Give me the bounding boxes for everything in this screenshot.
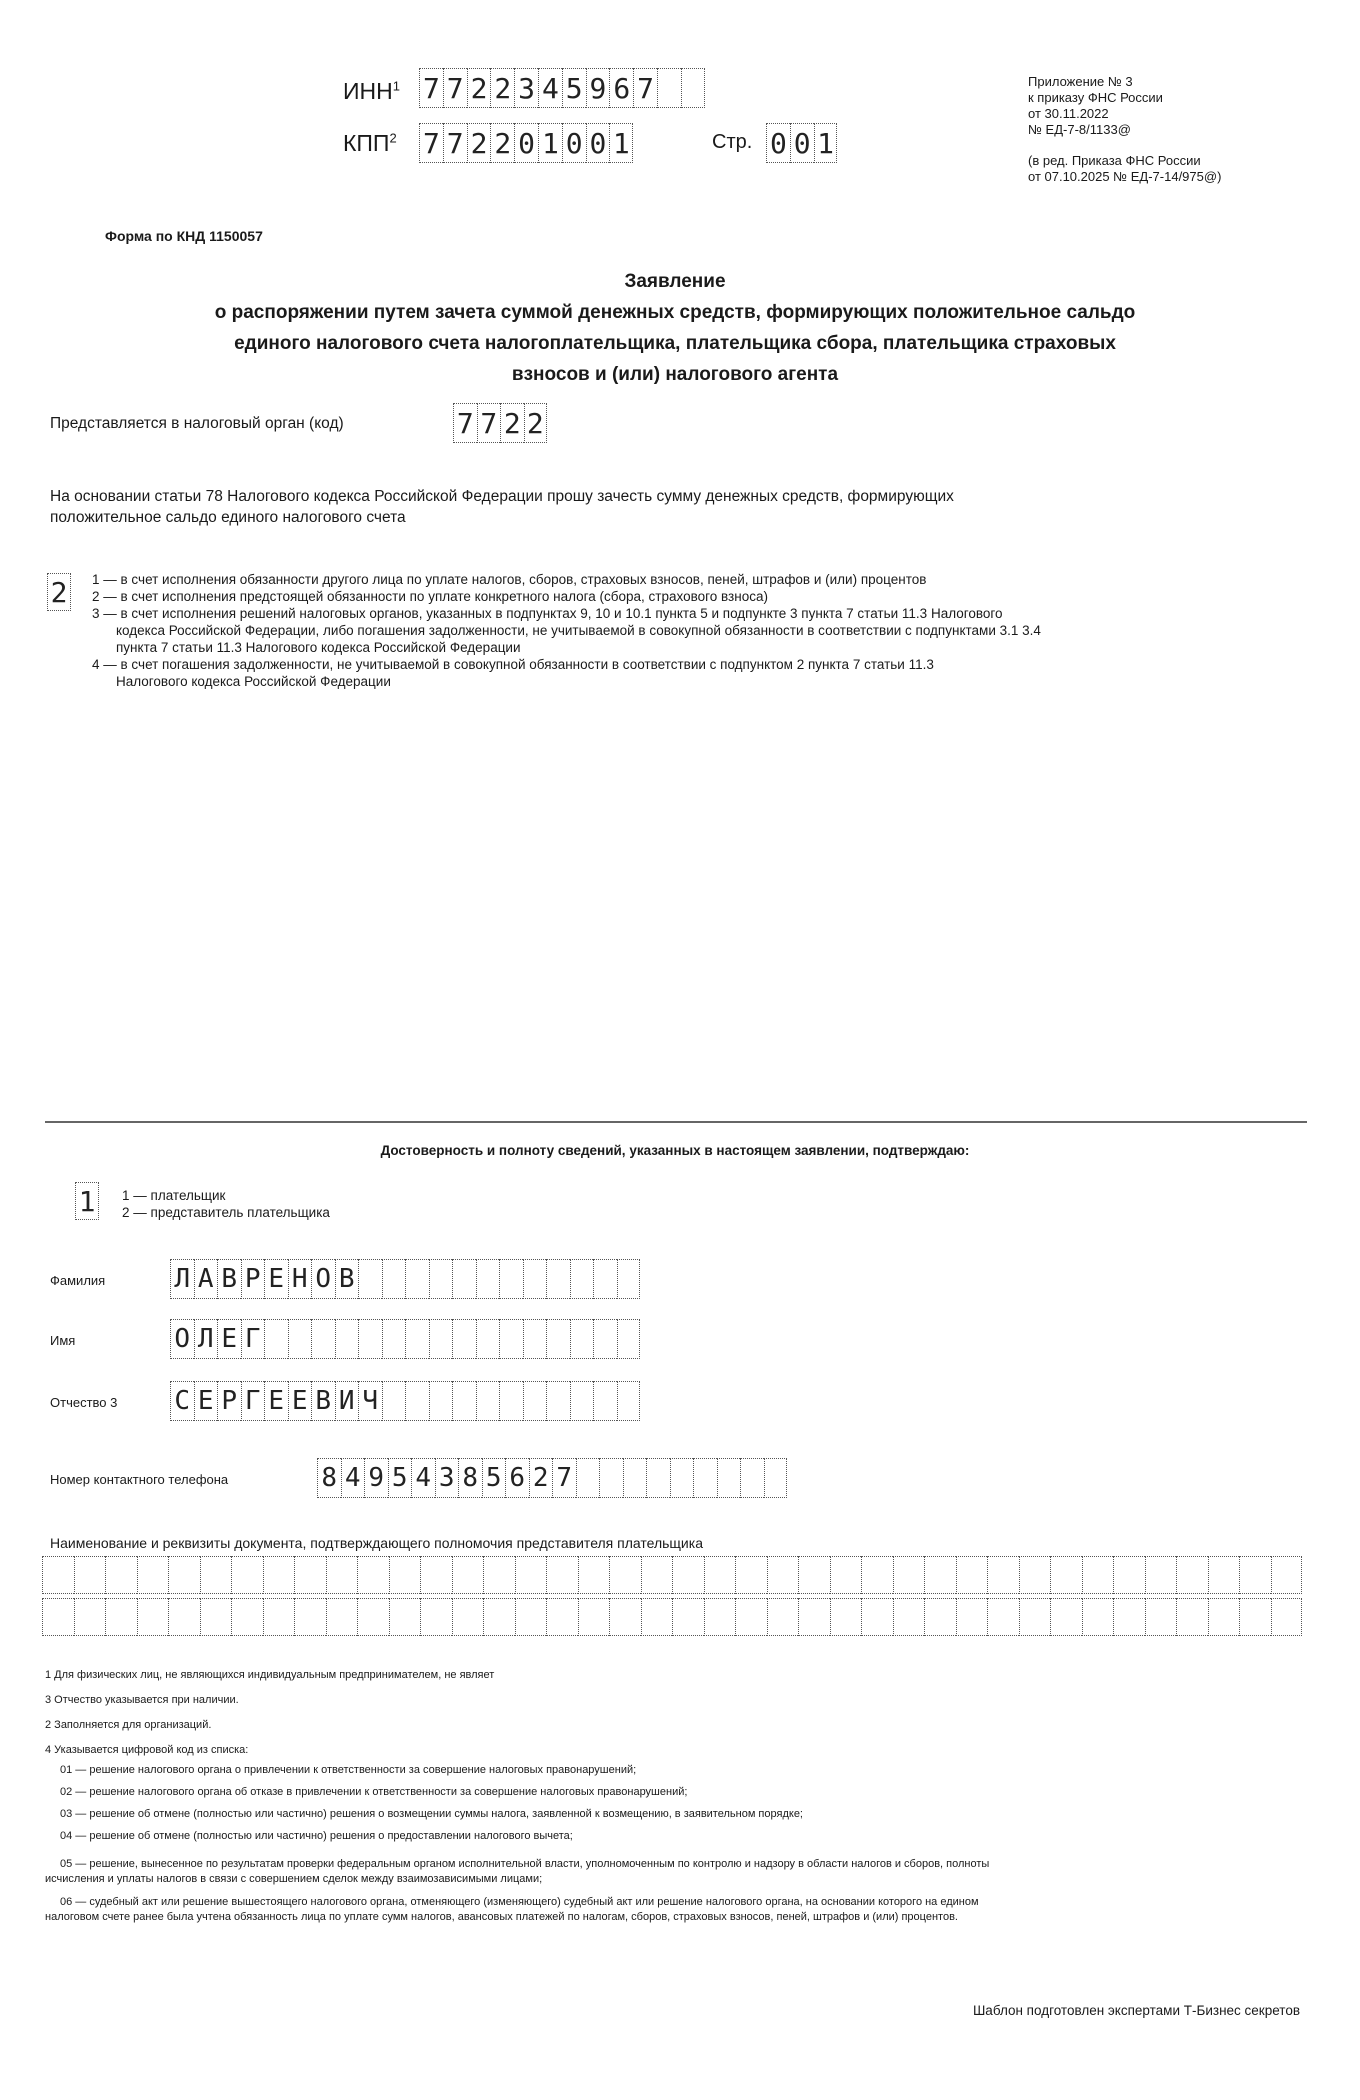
surname-field[interactable] [170,1259,640,1299]
char-cell: Г [241,1319,265,1359]
char-cell [1208,1598,1240,1636]
char-cell [681,68,705,108]
char-cell: В [335,1259,359,1299]
char-cell [693,1458,717,1498]
code-01: 01 — решение налогового органа о привлечении к ответственности за совершение налоговых правонарушений; [60,1764,637,1776]
tax-authority-label: Представляется в налоговый орган (код) [50,415,344,432]
offset-option-3: 3 — в счет исполнения решений налоговых органов, указанных в подпунктах 9, 10 и 10.1 пункта 5 и подпункте 3 пункта 7 статьи 11.3 Налогового [92,606,1003,621]
char-cell: С [170,1381,194,1421]
char-cell [105,1598,137,1636]
char-cell: О [311,1259,335,1299]
char-cell [476,1381,500,1421]
char-cell [861,1556,893,1594]
char-cell [382,1381,406,1421]
char-cell: 2 [47,573,71,611]
char-cell [1271,1598,1303,1636]
char-cell [515,1598,547,1636]
char-cell [1050,1556,1082,1594]
char-cell: В [311,1381,335,1421]
char-cell [358,1319,382,1359]
char-cell [570,1319,594,1359]
offset-type-field[interactable] [47,573,71,611]
char-cell [704,1556,736,1594]
char-cell [405,1259,429,1299]
char-cell [420,1556,452,1594]
char-cell: В [217,1259,241,1299]
char-cell [231,1598,263,1636]
section-divider [45,1121,1307,1123]
char-cell: 1 [75,1182,99,1220]
char-cell [740,1458,764,1498]
char-cell [263,1598,295,1636]
char-cell: 4 [538,68,562,108]
char-cell [646,1458,670,1498]
char-cell [1239,1556,1271,1594]
char-cell [452,1556,484,1594]
basis-text: На основании статьи 78 Налогового кодекса Российской Федерации прошу зачесть сумму денежных средств, формирующих положительное сальдо единого налогового счета [50,488,954,526]
char-cell: 7 [477,403,501,443]
char-cell: 2 [467,68,491,108]
char-cell: 8 [317,1458,341,1498]
inn-field[interactable] [419,68,705,108]
char-cell [74,1598,106,1636]
char-cell [263,1556,295,1594]
offset-option-2: 2 — в счет исполнения предстоящей обязанности по уплате конкретного налога (сбора, страхового взноса) [92,589,768,604]
char-cell [1050,1598,1082,1636]
char-cell [357,1556,389,1594]
char-cell [704,1598,736,1636]
offset-option-3-cont: кодекса Российской Федерации, либо погашения задолженности, не учитываемой в совокупной обязанности в соответствии с подпунктами 3.1 3.4 [116,623,1041,638]
representative-doc-field[interactable] [42,1556,1302,1594]
char-cell [168,1556,200,1594]
appendix-note: Приложение № 3 к приказу ФНС России от 30.11.2022 № ЕД-7-8/1133@ (в ред. Приказа ФНС России от 07.10.2025 № ЕД-7-14/975@) [1028,74,1222,184]
offset-option-3-cont: пункта 7 статьи 11.3 Налогового кодекса Российской Федерации [116,640,521,655]
code-02: 02 — решение налогового органа об отказе в привлечении к ответственности за совершение налоговых правонарушений; [60,1786,688,1798]
tax-authority-code-field[interactable] [453,403,547,443]
char-cell: 3 [435,1458,459,1498]
char-cell [476,1319,500,1359]
char-cell [623,1458,647,1498]
char-cell [578,1598,610,1636]
char-cell [1019,1598,1051,1636]
char-cell: 4 [411,1458,435,1498]
char-cell [987,1598,1019,1636]
char-cell [523,1381,547,1421]
char-cell: 2 [490,68,514,108]
code-03: 03 — решение об отмене (полностью или частично) решения о возмещении суммы налога, заявленной к возмещению, в заявительном порядке; [60,1808,803,1820]
char-cell [576,1458,600,1498]
char-cell [956,1598,988,1636]
char-cell [798,1598,830,1636]
char-cell [717,1458,741,1498]
char-cell [672,1556,704,1594]
char-cell: Е [264,1381,288,1421]
char-cell [546,1556,578,1594]
code-05-cont: исчисления и уплаты налогов в связи с совершением сделок между взаимозависимыми лицами; [45,1873,543,1885]
char-cell: Е [217,1319,241,1359]
char-cell [357,1598,389,1636]
char-cell [389,1556,421,1594]
char-cell [924,1556,956,1594]
char-cell: Е [264,1259,288,1299]
char-cell [1113,1556,1145,1594]
char-cell [657,68,681,108]
char-cell [452,1381,476,1421]
char-cell [74,1556,106,1594]
char-cell [570,1259,594,1299]
char-cell [546,1381,570,1421]
phone-label: Номер контактного телефона [50,1472,229,1487]
char-cell [893,1556,925,1594]
char-cell [830,1556,862,1594]
char-cell [617,1259,641,1299]
offset-option-4-cont: Налогового кодекса Российской Федерации [116,674,391,689]
char-cell [483,1598,515,1636]
char-cell [515,1556,547,1594]
representative-doc-field[interactable] [42,1598,1302,1636]
char-cell [1082,1556,1114,1594]
char-cell: 7 [552,1458,576,1498]
char-cell [987,1556,1019,1594]
code-06: 06 — судебный акт или решение вышестоящего налогового органа, отменяющего (изменяющего) судебный акт или решение налогового органа, на основании которого на едином [60,1896,979,1908]
char-cell [168,1598,200,1636]
char-cell: 7 [633,68,657,108]
char-cell [452,1259,476,1299]
char-cell [617,1381,641,1421]
char-cell [767,1556,799,1594]
char-cell [429,1319,453,1359]
char-cell [326,1556,358,1594]
char-cell: 4 [341,1458,365,1498]
char-cell: 7 [419,123,443,163]
char-cell: Л [194,1319,218,1359]
char-cell: 1 [814,123,838,163]
inn-label: ИНН$^1$ [343,78,400,104]
char-cell: 1 [609,123,633,163]
char-cell: 1 [538,123,562,163]
offset-option-4: 4 — в счет погашения задолженности, не учитываемой в совокупной обязанности в соответствии с подпунктом 2 пункта 7 статьи 11.3 [92,657,934,672]
char-cell [200,1598,232,1636]
char-cell [593,1259,617,1299]
template-credit: Шаблон подготовлен экспертами Т-Бизнес секретов [972,2003,1300,2018]
char-cell [599,1458,623,1498]
char-cell: 0 [790,123,814,163]
char-cell [1082,1598,1114,1636]
phone-field[interactable] [317,1458,787,1498]
char-cell [546,1259,570,1299]
char-cell: 9 [586,68,610,108]
code-06-cont: налоговом счете ранее была учтена обязанность лица по уплате сумм налогов, авансовых платежей по налогам, сборов, страховых взносов, пеней, штрафов и (или) процентов. [45,1911,958,1923]
char-cell [405,1319,429,1359]
char-cell: 2 [524,403,548,443]
char-cell: 8 [458,1458,482,1498]
offset-option-1: 1 — в счет исполнения обязанности другого лица по уплате налогов, сборов, страховых взносов, пеней, штрафов и (или) процентов [92,572,927,587]
char-cell: 2 [467,123,491,163]
char-cell [476,1259,500,1299]
footnote-2: 2 Заполняется для организаций. [45,1719,212,1731]
code-04: 04 — решение об отмене (полностью или частично) решения о предоставлении налогового вычета; [60,1830,573,1842]
char-cell [429,1381,453,1421]
char-cell [1145,1556,1177,1594]
char-cell: О [170,1319,194,1359]
kpp-label: КПП$^2$ [343,130,397,156]
char-cell [593,1381,617,1421]
char-cell [1019,1556,1051,1594]
char-cell: 5 [482,1458,506,1498]
char-cell [570,1381,594,1421]
char-cell [670,1458,694,1498]
char-cell [405,1381,429,1421]
char-cell [294,1598,326,1636]
char-cell: 5 [562,68,586,108]
char-cell [798,1556,830,1594]
char-cell [499,1259,523,1299]
char-cell: Н [288,1259,312,1299]
char-cell [578,1556,610,1594]
char-cell [641,1556,673,1594]
char-cell: 0 [562,123,586,163]
char-cell: 6 [609,68,633,108]
char-cell: Р [241,1259,265,1299]
char-cell [200,1556,232,1594]
char-cell: Ч [358,1381,382,1421]
char-cell [499,1381,523,1421]
char-cell [1239,1598,1271,1636]
char-cell [641,1598,673,1636]
name-field[interactable] [170,1319,640,1359]
char-cell [861,1598,893,1636]
char-cell [42,1556,74,1594]
char-cell [735,1556,767,1594]
char-cell [420,1598,452,1636]
page-label: Стр. [712,131,753,153]
char-cell [499,1319,523,1359]
char-cell [956,1556,988,1594]
char-cell [830,1598,862,1636]
signer-type-field[interactable] [75,1182,99,1220]
confirmation-heading: Достоверность и полноту сведений, указанных в настоящем заявлении, подтверждаю: [380,1143,970,1158]
patronymic-field[interactable] [170,1381,640,1421]
char-cell [609,1598,641,1636]
kpp-field[interactable] [419,123,633,163]
char-cell: 9 [364,1458,388,1498]
char-cell [105,1556,137,1594]
char-cell: А [194,1259,218,1299]
char-cell [452,1598,484,1636]
signer-options: 1 — плательщик 2 — представитель плательщика [122,1188,330,1220]
footnote-3: 3 Отчество указывается при наличии. [45,1694,239,1706]
char-cell: Л [170,1259,194,1299]
char-cell [609,1556,641,1594]
char-cell [924,1598,956,1636]
form-code: Форма по КНД 1150057 [105,228,263,244]
char-cell: 7 [443,68,467,108]
footnotes [45,1668,989,1925]
char-cell: Е [288,1381,312,1421]
char-cell [546,1598,578,1636]
char-cell [358,1259,382,1299]
char-cell [483,1556,515,1594]
char-cell: Р [217,1381,241,1421]
char-cell: 7 [453,403,477,443]
patronymic-label: Отчество 3 [50,1395,118,1410]
char-cell [523,1319,547,1359]
char-cell: 0 [586,123,610,163]
char-cell: 0 [766,123,790,163]
surname-label: Фамилия [50,1273,106,1288]
char-cell [137,1556,169,1594]
char-cell [617,1319,641,1359]
char-cell: 5 [388,1458,412,1498]
char-cell [389,1598,421,1636]
char-cell [546,1319,570,1359]
char-cell: Е [194,1381,218,1421]
offset-type-options [92,571,1041,690]
char-cell: И [335,1381,359,1421]
representative-doc-label: Наименование и реквизиты документа, подтверждающего полномочия представителя плательщика [50,1535,703,1551]
code-05: 05 — решение, вынесенное по результатам проверки федеральным органом исполнительной власти, уполномоченным по контролю и надзору в области налогов и сборов, полноты [60,1858,990,1870]
char-cell [294,1556,326,1594]
char-cell: 2 [490,123,514,163]
char-cell [523,1259,547,1299]
char-cell [311,1319,335,1359]
char-cell [1113,1598,1145,1636]
char-cell [382,1319,406,1359]
char-cell [1176,1556,1208,1594]
char-cell [288,1319,312,1359]
char-cell: 7 [419,68,443,108]
page-number-field[interactable] [766,123,837,163]
footnote-1: 1 Для физических лиц, не являющихся индивидуальным предпринимателем, не являет [45,1669,495,1681]
char-cell [672,1598,704,1636]
char-cell [1208,1556,1240,1594]
char-cell [1145,1598,1177,1636]
char-cell [429,1259,453,1299]
char-cell: 7 [443,123,467,163]
char-cell [264,1319,288,1359]
char-cell [1271,1556,1303,1594]
document-title: Заявление о распоряжении путем зачета суммой денежных средств, формирующих положительное сальдо единого налогового счета налогоплательщика, плательщика сбора, плательщика страховых взносов и (или) налогового агента [214,271,1136,385]
char-cell: 6 [505,1458,529,1498]
char-cell: 2 [500,403,524,443]
char-cell [137,1598,169,1636]
char-cell [735,1598,767,1636]
char-cell [452,1319,476,1359]
char-cell [893,1598,925,1636]
char-cell: Г [241,1381,265,1421]
footnote-4: 4 Указывается цифровой код из списка: [45,1744,249,1756]
char-cell [326,1598,358,1636]
char-cell [593,1319,617,1359]
char-cell [382,1259,406,1299]
char-cell [767,1598,799,1636]
char-cell [231,1556,263,1594]
char-cell: 2 [529,1458,553,1498]
char-cell [335,1319,359,1359]
char-cell [764,1458,788,1498]
name-label: Имя [50,1333,76,1348]
char-cell: 3 [514,68,538,108]
char-cell: 0 [514,123,538,163]
char-cell [1176,1598,1208,1636]
char-cell [42,1598,74,1636]
